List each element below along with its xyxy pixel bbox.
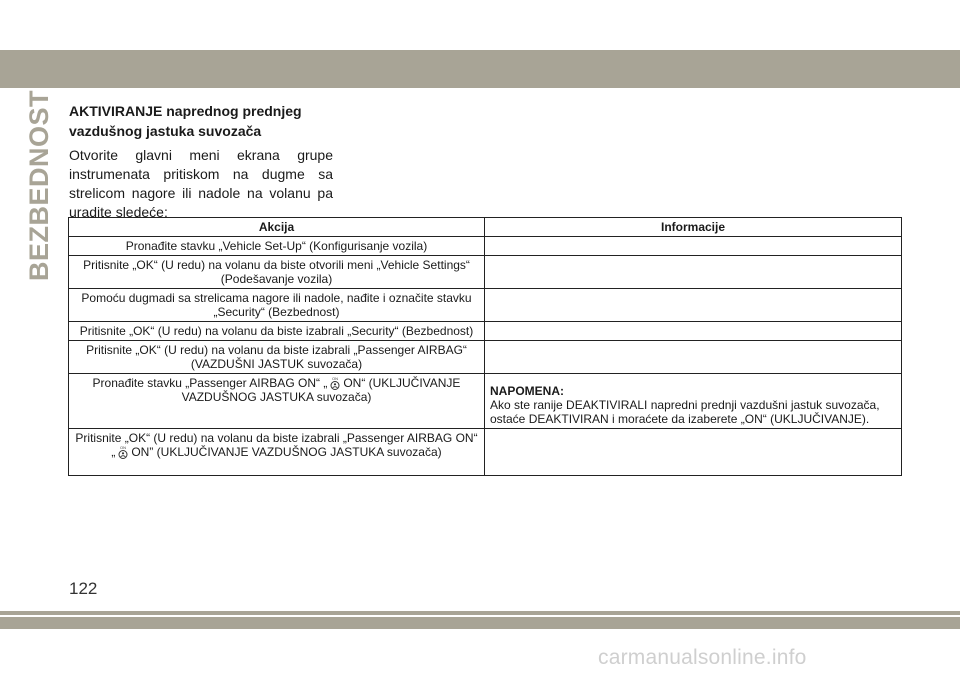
action-cell: Pritisnite „OK“ (U redu) na volanu da biste otvorili meni „Vehicle Settings“ (Podešavanje vozila) — [69, 256, 485, 289]
table-row — [69, 322, 902, 341]
table-row — [69, 237, 902, 256]
table-row — [69, 374, 902, 429]
steps-table — [68, 217, 902, 476]
section-side-label — [22, 89, 56, 281]
action-cell — [69, 374, 485, 429]
note-text: Ako ste ranije DEAKTIVIRALI napredni prednji vazdušni jastuk suvozača, ostaće DEAKTIVIRAN i moraćete da izaberete „ON“ (UKLJUČIVANJE). — [490, 398, 880, 426]
action-cell: Pritisnite „OK“ (U redu) na volanu da biste izabrali „Security“ (Bezbednost) — [69, 322, 485, 341]
info-cell — [485, 429, 902, 476]
note-title: NAPOMENA: — [490, 384, 564, 398]
info-cell — [485, 374, 902, 429]
table-row — [69, 429, 902, 476]
action-cell: Pritisnite „OK“ (U redu) na volanu da biste izabrali „Passenger AIRBAG“ (VAZDUŠNI JASTUK suvozača) — [69, 341, 485, 374]
info-cell — [485, 237, 902, 256]
table-header-row — [69, 218, 902, 237]
table-row — [69, 289, 902, 322]
section-label-text: BEZBEDNOST — [23, 89, 54, 281]
watermark: carmanualsonline.info — [598, 646, 807, 669]
passenger-airbag-on-icon — [329, 376, 341, 390]
svg-text:ON: ON — [332, 376, 339, 381]
info-cell — [485, 256, 902, 289]
passenger-airbag-on-icon — [117, 445, 129, 459]
footer-band — [0, 617, 960, 629]
action-cell: Pomoću dugmadi sa strelicama nagore ili nadole, nađite i označite stavku „Security“ (Bezbednost) — [69, 289, 485, 322]
svg-text:ON: ON — [120, 445, 127, 450]
action-text-after: ON“ (UKLJUČIVANJE VAZDUŠNOG JASTUKA suvozača) — [181, 376, 461, 404]
info-cell — [485, 322, 902, 341]
intro-paragraph: Otvorite glavni meni ekrana grupe instrumenata pritiskom na dugme sa strelicom nagore ili nadole na volanu pa uradite sledeće: — [69, 147, 333, 220]
table-row — [69, 256, 902, 289]
header-info: Informacije — [485, 218, 902, 237]
footer-rule — [0, 611, 960, 615]
info-cell — [485, 289, 902, 322]
action-text-before: Pronađite stavku „Passenger AIRBAG ON“ „ — [92, 376, 328, 390]
section-heading: AKTIVIRANJE naprednog prednjeg vazdušnog jastuka suvozača — [69, 103, 302, 139]
action-text-after: ON” (UKLJUČIVANJE VAZDUŠNOG JASTUKA suvozača) — [131, 445, 442, 459]
action-cell: Pronađite stavku „Vehicle Set-Up“ (Konfigurisanje vozila) — [69, 237, 485, 256]
header-band — [0, 50, 960, 88]
action-text-before: Pritisnite „OK“ (U redu) na volanu da biste izabrali „Passenger AIRBAG ON“ „ — [75, 431, 478, 459]
info-cell — [485, 341, 902, 374]
page-number: 122 — [69, 579, 98, 598]
action-cell — [69, 429, 485, 476]
header-action: Akcija — [69, 218, 485, 237]
table-row — [69, 341, 902, 374]
